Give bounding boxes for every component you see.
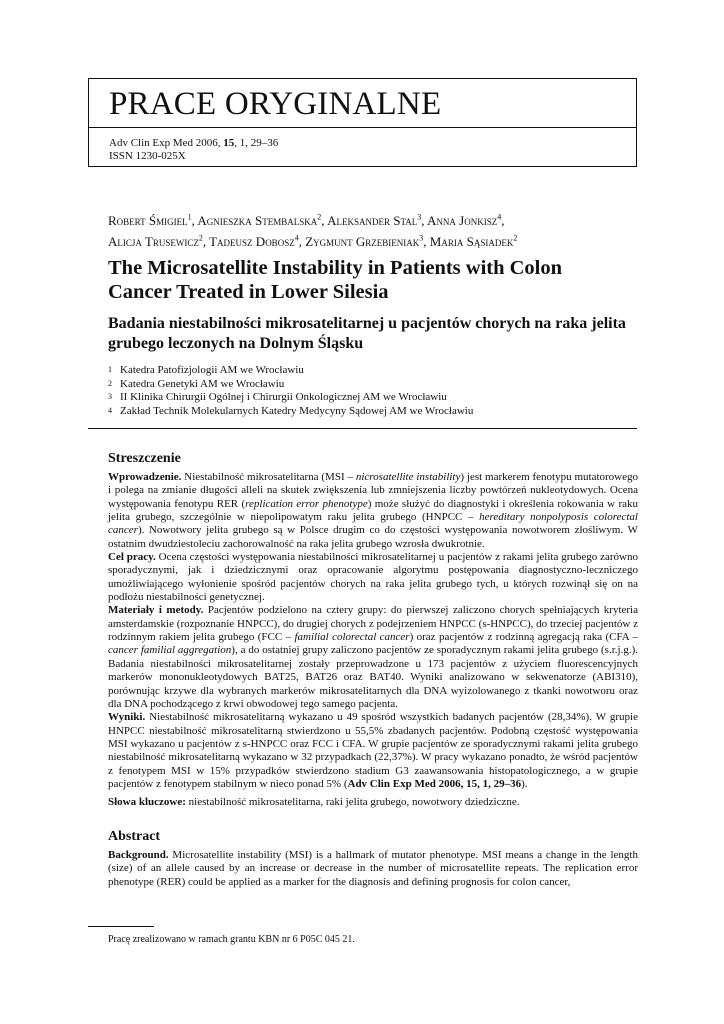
author: Alicja Trusewicz$^2$, [108,233,210,249]
affiliation-item: 4 Zakład Technik Molekularnych Katedry Medycyny Sądowej AM we Wrocławiu [108,404,474,417]
affiliation-item: 3 II Klinika Chirurgii Ogólnej i Chirurgii Onkologicznej AM we Wrocławiu [108,391,447,403]
author: Robert Śmigiel$^1$, [108,213,198,229]
paragraph-cel-pracy: Cel pracy. Ocena częstości występowania niestabilności mikrosatelitarnej u pacjentów z rakami jelita grubego zarówno sporadycznymi, jak i dziedzicznymi oraz opracowanie algorytmu postępowania diagnostyczno-leczniczego umożliwiającego wyłonienie spośród pacjentów chorych na raka jelita grubego tych, u których rozwinął się on na podłożu niestabilności genetycznej. [108,551,638,604]
author-list [108,209,628,250]
affiliation-item: 2 Katedra Genetyki AM we Wrocławiu [108,377,285,390]
paragraph-background: Background. Microsatellite instability (MSI) is a hallmark of mutator phenotype. MSI means a change in the length (size) of an allele caused by an increase or decrease in the number of microsatellite repeats. The replication error phenotype (RER) could be applied as a marker for the diagnosis and defining prognosis for colon cancer, [108,849,638,888]
journal-citation [109,137,278,150]
author: Tadeusz Dobosz$^4$, [209,233,306,249]
author: Zygmunt Grzebieniak$^3$, [305,233,430,249]
funding-footnote: Pracę zrealizowano w ramach grantu KBN nr 6 P05C 045 21. [108,934,355,945]
author: Maria Sąsiadek$^2$ [429,233,518,249]
article-title-english: The Microsatellite Instability in Patients with Colon Cancer Treated in Lower Silesia [108,257,563,303]
section-type-title: PRACE ORYGINALNE [109,86,442,122]
journal-issn: ISSN 1230-025X [109,150,186,162]
paragraph-materialy-metody: Materiały i metody. Pacjentów podzielono na cztery grupy: do pierwszej zaliczono chorych spełniających kryteria amsterdamskie (rozpoznanie HNPCC), do drugiej chorych z podejrzeniem HNPCC (s-HNPCC), do trzeciej pacjentów z rodzinnym rakiem jelita grubego (FCC – familial colorectal cancer) oraz pacjentów z rodzinną agregacją raka (CFA – cancer familial aggregation), a do ostatniej grupy zaliczono pacjentów ze sporadycznym rakami jelita grubego (s.r.j.g.). Badania niestabilności mikrosatelitarnej zostały przeprowadzone u 173 pacjentów z użyciem fluorescencyjnych markerów mononukleotydowych BAT25, BAT26 oraz BAT40. Wyniki analizowano w sekwenatorze (ABI310), porównując krzywe dla wybranych markerów mikrosatelitarnych dla DNA wyizolowanego z tkanki nowotworu oraz dla DNA pochodzącego z krwi obwodowej tego samego pacjenta. [108,604,639,710]
author: Aleksander Stal$^3$, [327,213,428,229]
paragraph-wprowadzenie: Wprowadzenie. Niestabilność mikrosatelitarna (MSI – nicrosatellite instability) jest markerem fenotypu mutatorowego i polega na zmianie długości alleli na skutek zwiększenia lub zmniejszenia liczby powtórzeń nukleotydowych. Ocena występowania fenotypu RER (replication error phenotype) może służyć do diagnostyki i określenia rokowania w raku jelita grubego, szczególnie w niepolipowatym raku jelita grubego (HNPCC – hereditary nonpolyposis colorectal cancer). Nowotwory jelita grubego są w Polsce drugim co do częstości występowania nowotworem złośliwym. W ostatnim dwudziestoleciu zachorowalność na raka jelita grubego wzrosła dwukrotnie. [108,471,639,550]
streszczenie-heading: Streszczenie [108,451,181,466]
journal-name: Adv Clin Exp Med 2006, [109,137,224,149]
author: Agnieszka Stembalska$^2$, [197,213,328,229]
journal-volume: 15 [223,137,235,149]
affiliation-item: 1 Katedra Patofizjologii AM we Wrocławiu [108,364,304,376]
paragraph-slowa-kluczowe: Słowa kluczowe: niestabilność mikrosatelitarna, raki jelita grubego, nowotwory dziedziczne. [108,796,520,809]
footnote-divider [88,926,154,927]
streszczenie-section [108,450,638,810]
abstract-heading: Abstract [108,829,161,844]
journal-pages: , 1, 29–36 [234,137,279,149]
author: Anna Jonkisz$^4$, [427,213,505,229]
paragraph-wyniki: Wyniki. Niestabilność mikrosatelitarną wykazano u 49 spośród wszystkich badanych pacjentów (28,34%). W grupie HNPCC niestabilność mikrosatelitarną stwierdzono u 55,5% zbadanych pacjentów. Podobną częstość występowania MSI wykazano u pacjentów z s-HNPCC oraz FCC i CFA. W grupie pacjentów ze sporadycznymi rakami jelita grubego niestabilność mikrosatelitarną wykazano w 32 przypadkach (22,37%). W pracy wykazano ponadto, że wśród pacjentów z fenotypem MSI w 15% przypadków stwierdzono stadium G3 zaawansowania histopatologicznego, a w grupie pacjentów z fenotypem stabilnym w nieco ponad 5% (Adv Clin Exp Med 2006, 15, 1, 29–36). [108,711,638,790]
journal-meta-box [88,127,637,167]
abstract-section [108,828,638,889]
section-header-box [88,78,637,128]
article-title-polish: Badania niestabilności mikrosatelitarnej u pacjentów chorych na raka jelita grubego leczonych na Dolnym Śląsku [108,315,626,352]
affiliation-list [108,364,628,418]
section-divider [88,428,637,429]
